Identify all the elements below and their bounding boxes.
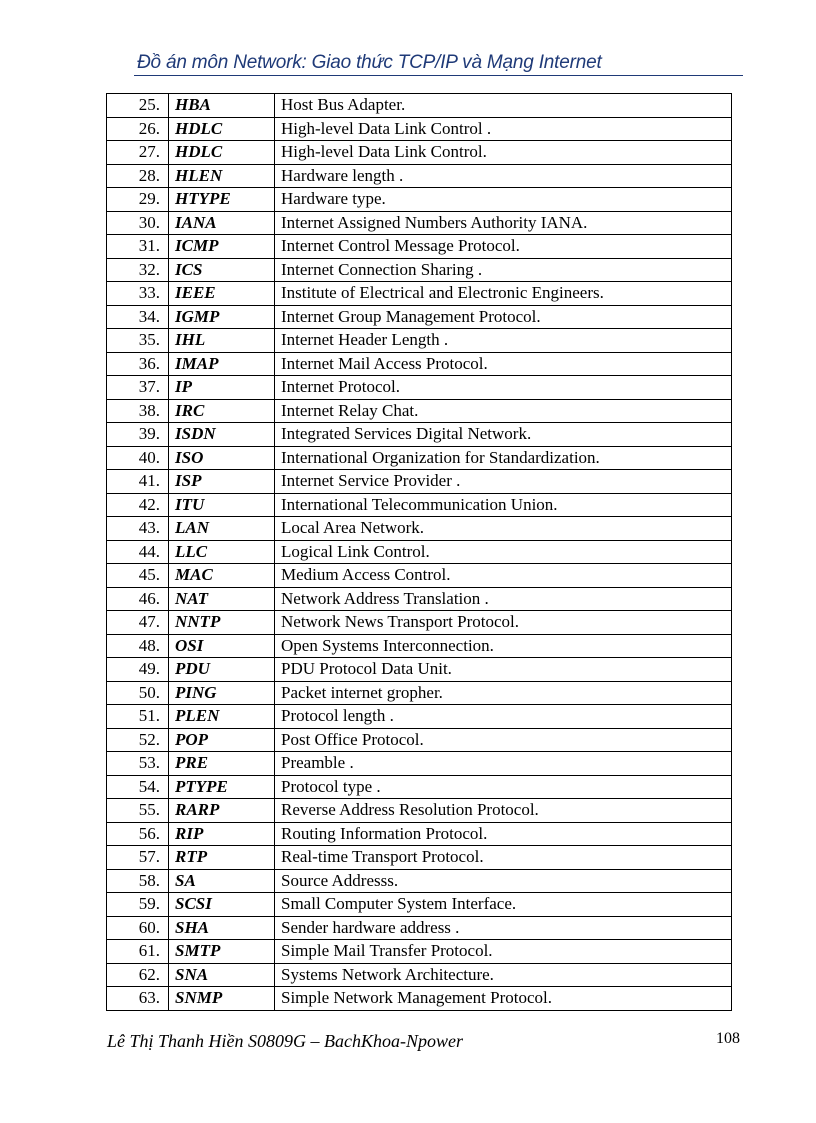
table-row xyxy=(107,987,732,1011)
definition: Open Systems Interconnection. xyxy=(275,634,732,658)
table-row xyxy=(107,658,732,682)
page-header-title: Đồ án môn Network: Giao thức TCP/IP và Mạng Internet xyxy=(137,52,602,73)
definition: High-level Data Link Control. xyxy=(275,141,732,165)
footer-author: Lê Thị Thanh Hiền S0809G – BachKhoa-Npower xyxy=(107,1031,464,1051)
abbreviation: SCSI xyxy=(169,893,275,917)
row-number: 38. xyxy=(107,399,169,423)
definition: Network Address Translation . xyxy=(275,587,732,611)
row-number: 62. xyxy=(107,963,169,987)
abbreviation: OSI xyxy=(169,634,275,658)
table-row xyxy=(107,188,732,212)
table-row xyxy=(107,329,732,353)
row-number: 35. xyxy=(107,329,169,353)
definition: Preamble . xyxy=(275,752,732,776)
abbreviation: HBA xyxy=(169,94,275,118)
table-row xyxy=(107,164,732,188)
table-row xyxy=(107,916,732,940)
row-number: 30. xyxy=(107,211,169,235)
row-number: 33. xyxy=(107,282,169,306)
definition: Routing Information Protocol. xyxy=(275,822,732,846)
row-number: 32. xyxy=(107,258,169,282)
row-number: 37. xyxy=(107,376,169,400)
table-row xyxy=(107,799,732,823)
abbreviation: HDLC xyxy=(169,117,275,141)
abbreviation: ITU xyxy=(169,493,275,517)
row-number: 58. xyxy=(107,869,169,893)
definition: Local Area Network. xyxy=(275,517,732,541)
definition: Host Bus Adapter. xyxy=(275,94,732,118)
definition: Simple Mail Transfer Protocol. xyxy=(275,940,732,964)
definition: Systems Network Architecture. xyxy=(275,963,732,987)
abbreviation: IMAP xyxy=(169,352,275,376)
table-row xyxy=(107,258,732,282)
table-row xyxy=(107,587,732,611)
abbreviation: SNMP xyxy=(169,987,275,1011)
table-row xyxy=(107,446,732,470)
definition: Hardware length . xyxy=(275,164,732,188)
row-number: 40. xyxy=(107,446,169,470)
table-row xyxy=(107,869,732,893)
definition: Protocol length . xyxy=(275,705,732,729)
table-row xyxy=(107,822,732,846)
table-row xyxy=(107,728,732,752)
row-number: 54. xyxy=(107,775,169,799)
abbreviation: ISO xyxy=(169,446,275,470)
table-row xyxy=(107,752,732,776)
row-number: 31. xyxy=(107,235,169,259)
abbreviation: RTP xyxy=(169,846,275,870)
abbreviation: SHA xyxy=(169,916,275,940)
abbreviation: ISP xyxy=(169,470,275,494)
abbreviation: IP xyxy=(169,376,275,400)
table-row xyxy=(107,681,732,705)
table-row xyxy=(107,493,732,517)
row-number: 46. xyxy=(107,587,169,611)
definition: Internet Assigned Numbers Authority IANA. xyxy=(275,211,732,235)
abbreviation: ICMP xyxy=(169,235,275,259)
table-row xyxy=(107,705,732,729)
definition: Internet Header Length . xyxy=(275,329,732,353)
row-number: 47. xyxy=(107,611,169,635)
row-number: 50. xyxy=(107,681,169,705)
table-row xyxy=(107,611,732,635)
definition: Internet Protocol. xyxy=(275,376,732,400)
abbreviation: PING xyxy=(169,681,275,705)
abbreviation: IGMP xyxy=(169,305,275,329)
abbreviation: ICS xyxy=(169,258,275,282)
definition: Internet Group Management Protocol. xyxy=(275,305,732,329)
row-number: 60. xyxy=(107,916,169,940)
table-row xyxy=(107,940,732,964)
abbreviation: HLEN xyxy=(169,164,275,188)
table-row xyxy=(107,352,732,376)
row-number: 25. xyxy=(107,94,169,118)
abbreviation: PRE xyxy=(169,752,275,776)
definition: High-level Data Link Control . xyxy=(275,117,732,141)
definition: Internet Service Provider . xyxy=(275,470,732,494)
row-number: 59. xyxy=(107,893,169,917)
row-number: 51. xyxy=(107,705,169,729)
table-row xyxy=(107,117,732,141)
definition: Network News Transport Protocol. xyxy=(275,611,732,635)
table-row xyxy=(107,282,732,306)
abbreviation: RIP xyxy=(169,822,275,846)
definition: Institute of Electrical and Electronic Engineers. xyxy=(275,282,732,306)
abbreviation: HDLC xyxy=(169,141,275,165)
definition: Source Addresss. xyxy=(275,869,732,893)
definition: Packet internet gropher. xyxy=(275,681,732,705)
table-row xyxy=(107,211,732,235)
definition: Medium Access Control. xyxy=(275,564,732,588)
definition: Small Computer System Interface. xyxy=(275,893,732,917)
row-number: 45. xyxy=(107,564,169,588)
row-number: 27. xyxy=(107,141,169,165)
definition: Internet Control Message Protocol. xyxy=(275,235,732,259)
row-number: 28. xyxy=(107,164,169,188)
abbreviation: IANA xyxy=(169,211,275,235)
definition: Protocol type . xyxy=(275,775,732,799)
abbreviation: IEEE xyxy=(169,282,275,306)
definition: Post Office Protocol. xyxy=(275,728,732,752)
row-number: 61. xyxy=(107,940,169,964)
definition: International Organization for Standardization. xyxy=(275,446,732,470)
table-row xyxy=(107,564,732,588)
definition: Sender hardware address . xyxy=(275,916,732,940)
abbreviation: PTYPE xyxy=(169,775,275,799)
abbreviation: HTYPE xyxy=(169,188,275,212)
table-row xyxy=(107,846,732,870)
table-row xyxy=(107,305,732,329)
table-row xyxy=(107,540,732,564)
abbreviation-table xyxy=(106,93,732,1011)
row-number: 41. xyxy=(107,470,169,494)
definition: Real-time Transport Protocol. xyxy=(275,846,732,870)
row-number: 52. xyxy=(107,728,169,752)
row-number: 56. xyxy=(107,822,169,846)
abbreviation: IHL xyxy=(169,329,275,353)
row-number: 57. xyxy=(107,846,169,870)
row-number: 53. xyxy=(107,752,169,776)
definition: Logical Link Control. xyxy=(275,540,732,564)
abbreviation: LAN xyxy=(169,517,275,541)
definition: International Telecommunication Union. xyxy=(275,493,732,517)
definition: Integrated Services Digital Network. xyxy=(275,423,732,447)
row-number: 26. xyxy=(107,117,169,141)
row-number: 42. xyxy=(107,493,169,517)
abbreviation: SA xyxy=(169,869,275,893)
row-number: 43. xyxy=(107,517,169,541)
row-number: 48. xyxy=(107,634,169,658)
abbreviation: SNA xyxy=(169,963,275,987)
definition: Reverse Address Resolution Protocol. xyxy=(275,799,732,823)
table-row xyxy=(107,376,732,400)
abbreviation: NAT xyxy=(169,587,275,611)
table-row xyxy=(107,141,732,165)
row-number: 34. xyxy=(107,305,169,329)
table-row xyxy=(107,399,732,423)
abbreviation: SMTP xyxy=(169,940,275,964)
table-row xyxy=(107,517,732,541)
page-number: 108 xyxy=(716,1030,740,1047)
table-row xyxy=(107,235,732,259)
table-row xyxy=(107,634,732,658)
definition: Internet Relay Chat. xyxy=(275,399,732,423)
abbreviation: NNTP xyxy=(169,611,275,635)
definition: PDU Protocol Data Unit. xyxy=(275,658,732,682)
table-row xyxy=(107,423,732,447)
row-number: 49. xyxy=(107,658,169,682)
row-number: 55. xyxy=(107,799,169,823)
abbreviation: RARP xyxy=(169,799,275,823)
row-number: 39. xyxy=(107,423,169,447)
abbreviation-table-body xyxy=(107,94,732,1011)
abbreviation: LLC xyxy=(169,540,275,564)
abbreviation: PDU xyxy=(169,658,275,682)
abbreviation: POP xyxy=(169,728,275,752)
table-row xyxy=(107,893,732,917)
row-number: 63. xyxy=(107,987,169,1011)
definition: Internet Mail Access Protocol. xyxy=(275,352,732,376)
table-row xyxy=(107,94,732,118)
row-number: 44. xyxy=(107,540,169,564)
table-row xyxy=(107,470,732,494)
row-number: 29. xyxy=(107,188,169,212)
header-divider xyxy=(134,75,743,76)
definition: Simple Network Management Protocol. xyxy=(275,987,732,1011)
definition: Internet Connection Sharing . xyxy=(275,258,732,282)
row-number: 36. xyxy=(107,352,169,376)
table-row xyxy=(107,775,732,799)
abbreviation: ISDN xyxy=(169,423,275,447)
abbreviation: IRC xyxy=(169,399,275,423)
definition: Hardware type. xyxy=(275,188,732,212)
abbreviation: PLEN xyxy=(169,705,275,729)
table-row xyxy=(107,963,732,987)
abbreviation: MAC xyxy=(169,564,275,588)
